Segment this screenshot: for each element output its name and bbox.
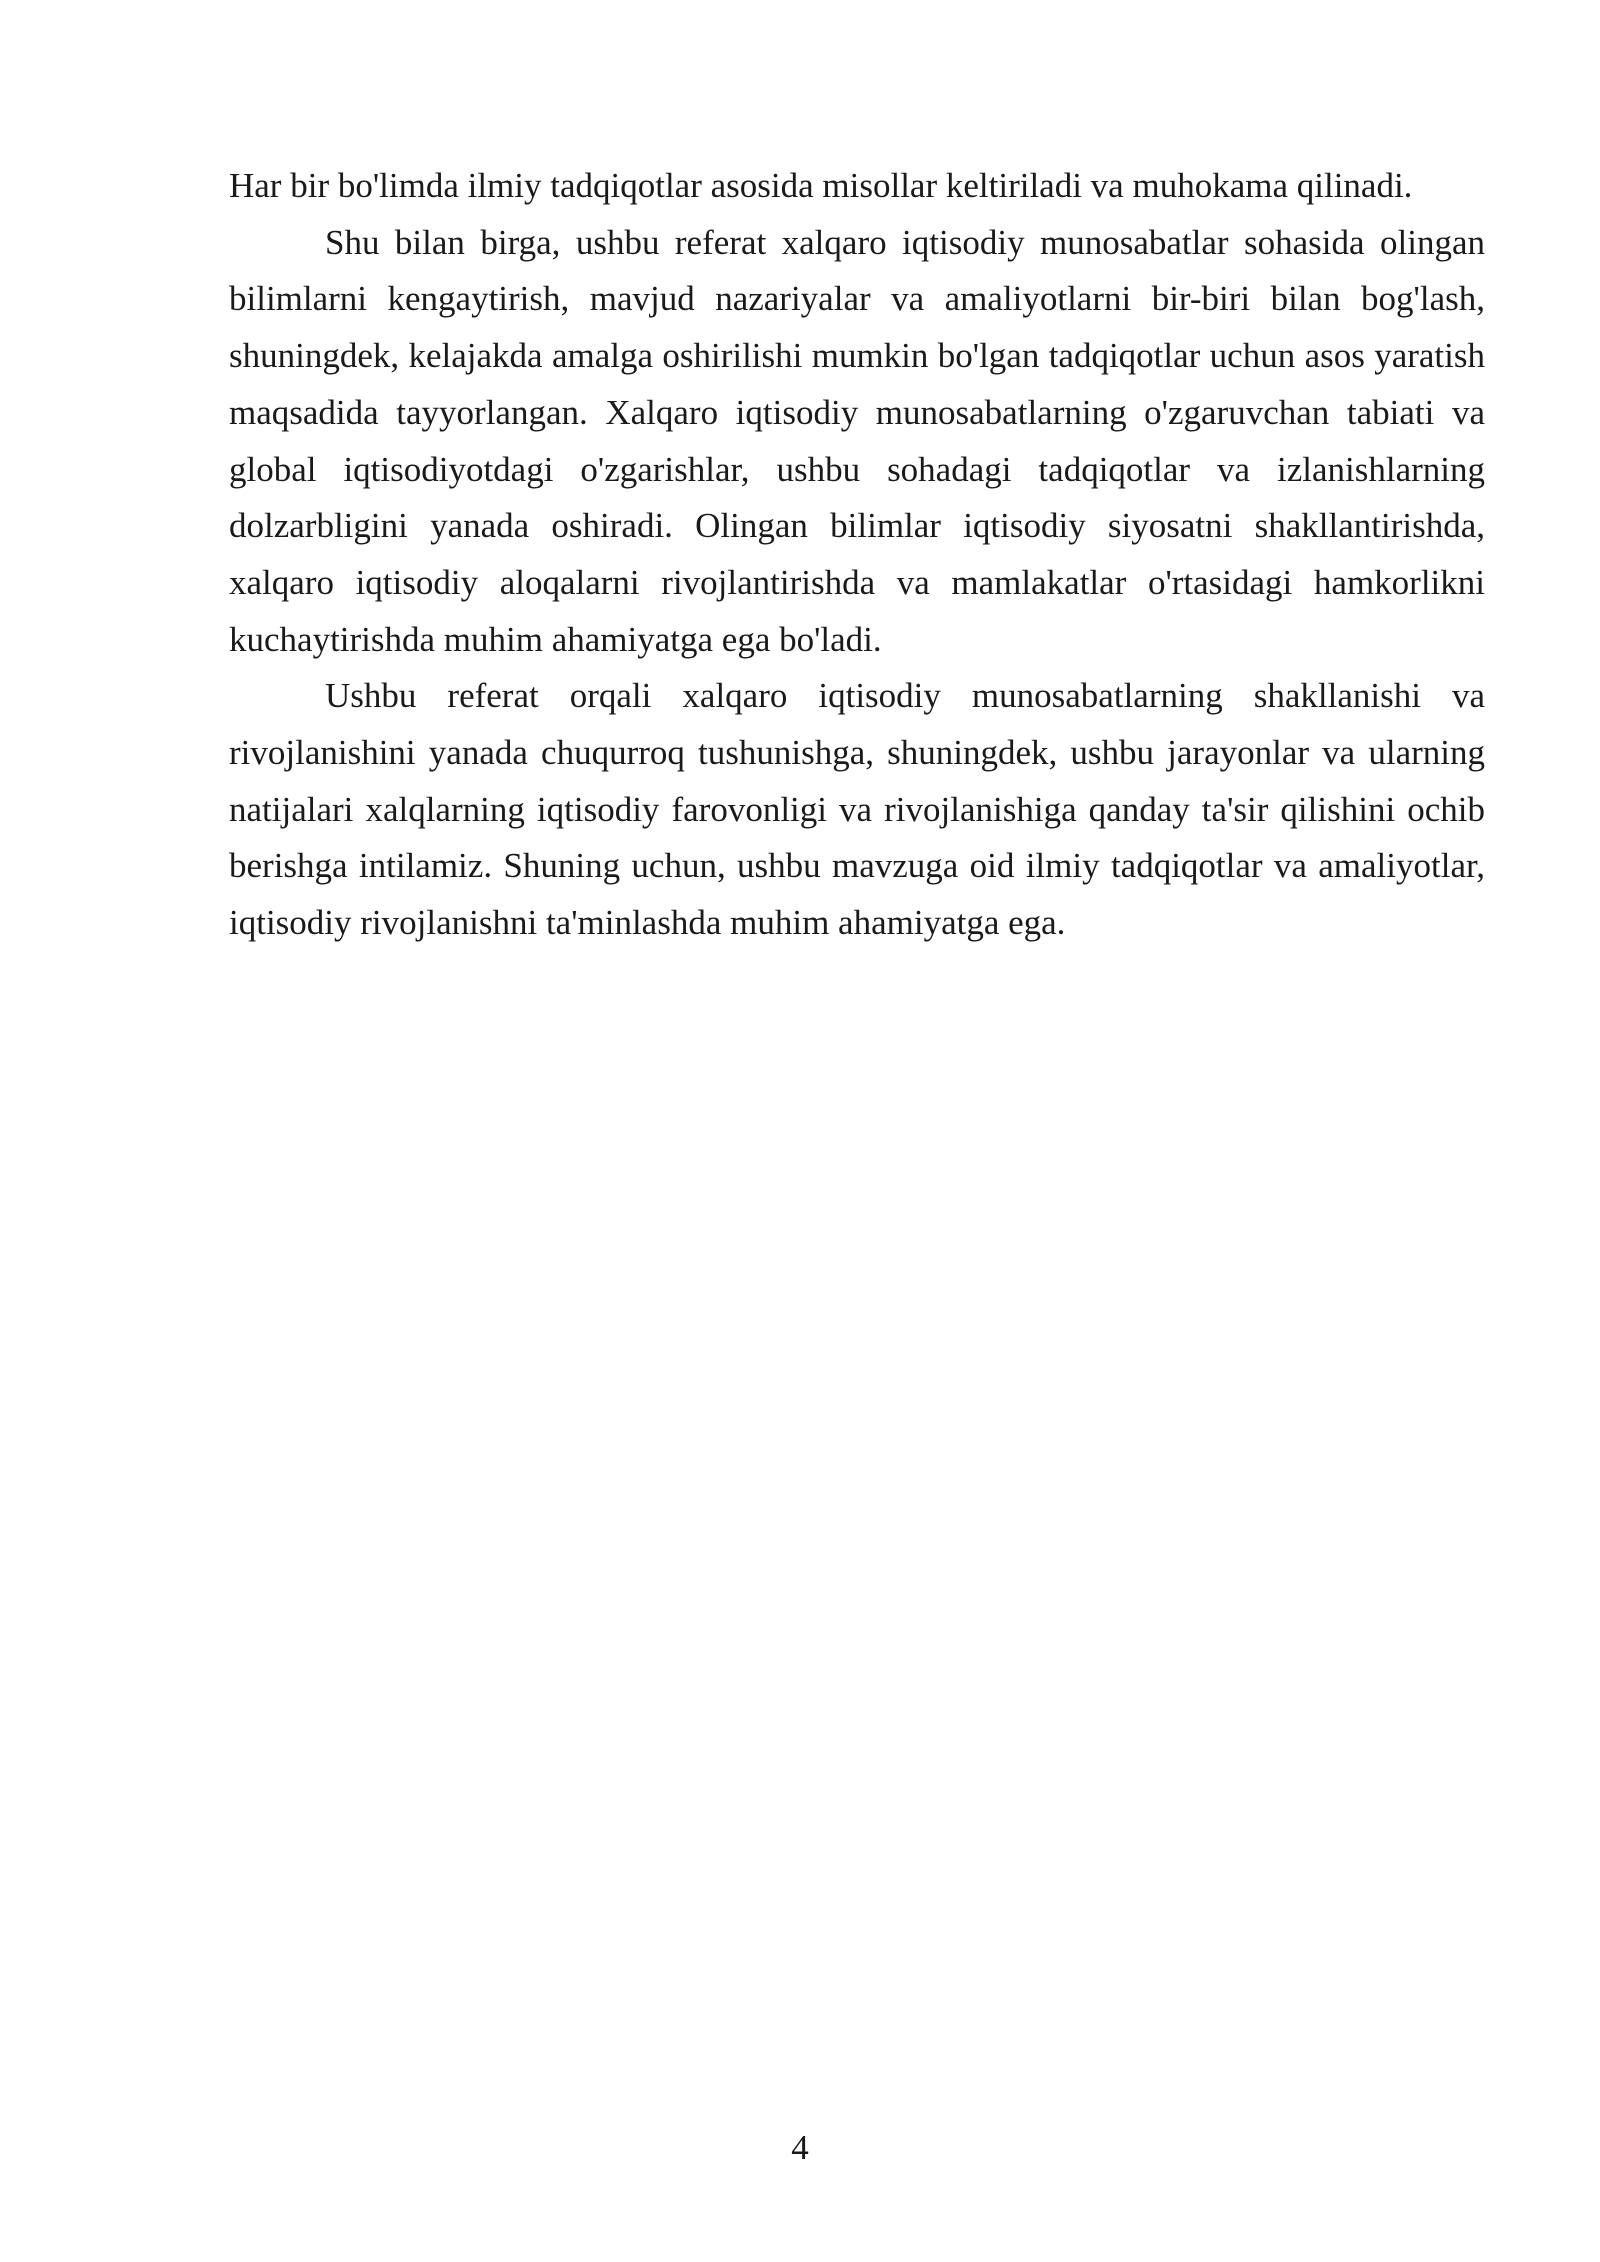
document-body [229, 158, 1485, 952]
paragraph-referat-goal: Ushbu referat orqali xalqaro iqtisodiy munosabatlarning shakllanishi va rivojlanishini yanada chuqurroq tushunishga, shuningdek, ushbu jarayonlar va ularning natijalari xalqlarning iqtisodiy farovonligi va rivojlanishiga qanday ta'sir qilishini ochib berishga intilamiz. Shuning uchun, ushbu mavzuga oid ilmiy tadqiqotlar va amaliyotlar, iqtisodiy rivojlanishni ta'minlashda muhim ahamiyatga ega. [229, 676, 1485, 943]
page-number: 4 [791, 2128, 809, 2167]
paragraph-continuation: Har bir bo'limda ilmiy tadqiqotlar asosida misollar keltiriladi va muhokama qilinadi. [229, 166, 1413, 205]
paragraph-referat-purpose: Shu bilan birga, ushbu referat xalqaro iqtisodiy munosabatlar sohasida olingan bilimlarni kengaytirish, mavjud nazariyalar va amaliyotlarni bir-biri bilan bog'lash, shuningdek, kelajakda amalga oshirilishi mumkin bo'lgan tadqiqotlar uchun asos yaratish maqsadida tayyorlangan. Xalqaro iqtisodiy munosabatlarning o'zgaruvchan tabiati va global iqtisodiyotdagi o'zgarishlar, ushbu sohadagi tadqiqotlar va izlanishlarning dolzarbligini yanada oshiradi. Olingan bilimlar iqtisodiy siyosatni shakllantirishda, xalqaro iqtisodiy aloqalarni rivojlantirishda va mamlakatlar o'rtasidagi hamkorlikni kuchaytirishda muhim ahamiyatga ega bo'ladi. [229, 222, 1485, 659]
